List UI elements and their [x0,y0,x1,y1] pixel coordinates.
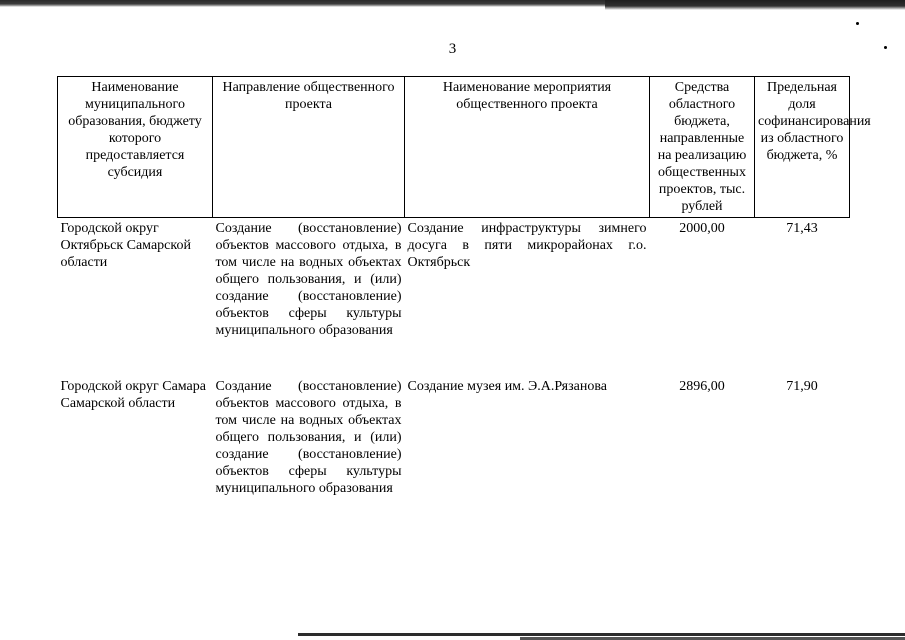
cell-share: 71,43 [786,221,818,236]
cell-event: Создание музея им. Э.А.Рязанова [407,379,607,394]
scan-edge-bottom [298,633,905,636]
header-event: Наименование мероприятия общественного проекта [405,77,650,218]
cell-municipality: Городской округ Самара Самарской области [60,379,206,411]
cell-funds: 2896,00 [679,379,725,394]
header-funds: Средства областного бюджета, направленные на реализацию общественных проектов, тыс. рублей [650,77,755,218]
header-direction: Направление общественного проекта [213,77,405,218]
table-header-row [58,77,850,218]
scan-speck [856,22,859,25]
cell-funds: 2000,00 [679,221,725,236]
table-row [58,370,850,538]
subsidy-table [57,76,871,538]
scan-edge-top-right [605,0,905,10]
header-share: Предельная доля софинансирования из областного бюджета, % [755,77,850,218]
cell-direction: Создание (восстановление) объектов массового отдыха, в том числе на водных объектах общего пользования, и (или) создание (восстановление) объектов сферы культуры муниципального образования [215,379,402,496]
cell-municipality: Городской округ Октябрьск Самарской области [60,221,191,270]
table-row [58,218,850,371]
page-number: 3 [448,41,457,57]
cell-share: 71,90 [786,379,818,394]
cell-direction: Создание (восстановление) объектов массового отдыха, в том числе на водных объектах общего пользования, и (или) создание (восстановление) объектов сферы культуры муниципального образования [215,221,402,338]
header-municipality: Наименование муниципального образования, бюджету которого предоставляется субсидия [58,77,213,218]
cell-event: Создание инфраструктуры зимнего досуга в пяти микрорайонах г.о. Октябрьск [407,221,647,270]
